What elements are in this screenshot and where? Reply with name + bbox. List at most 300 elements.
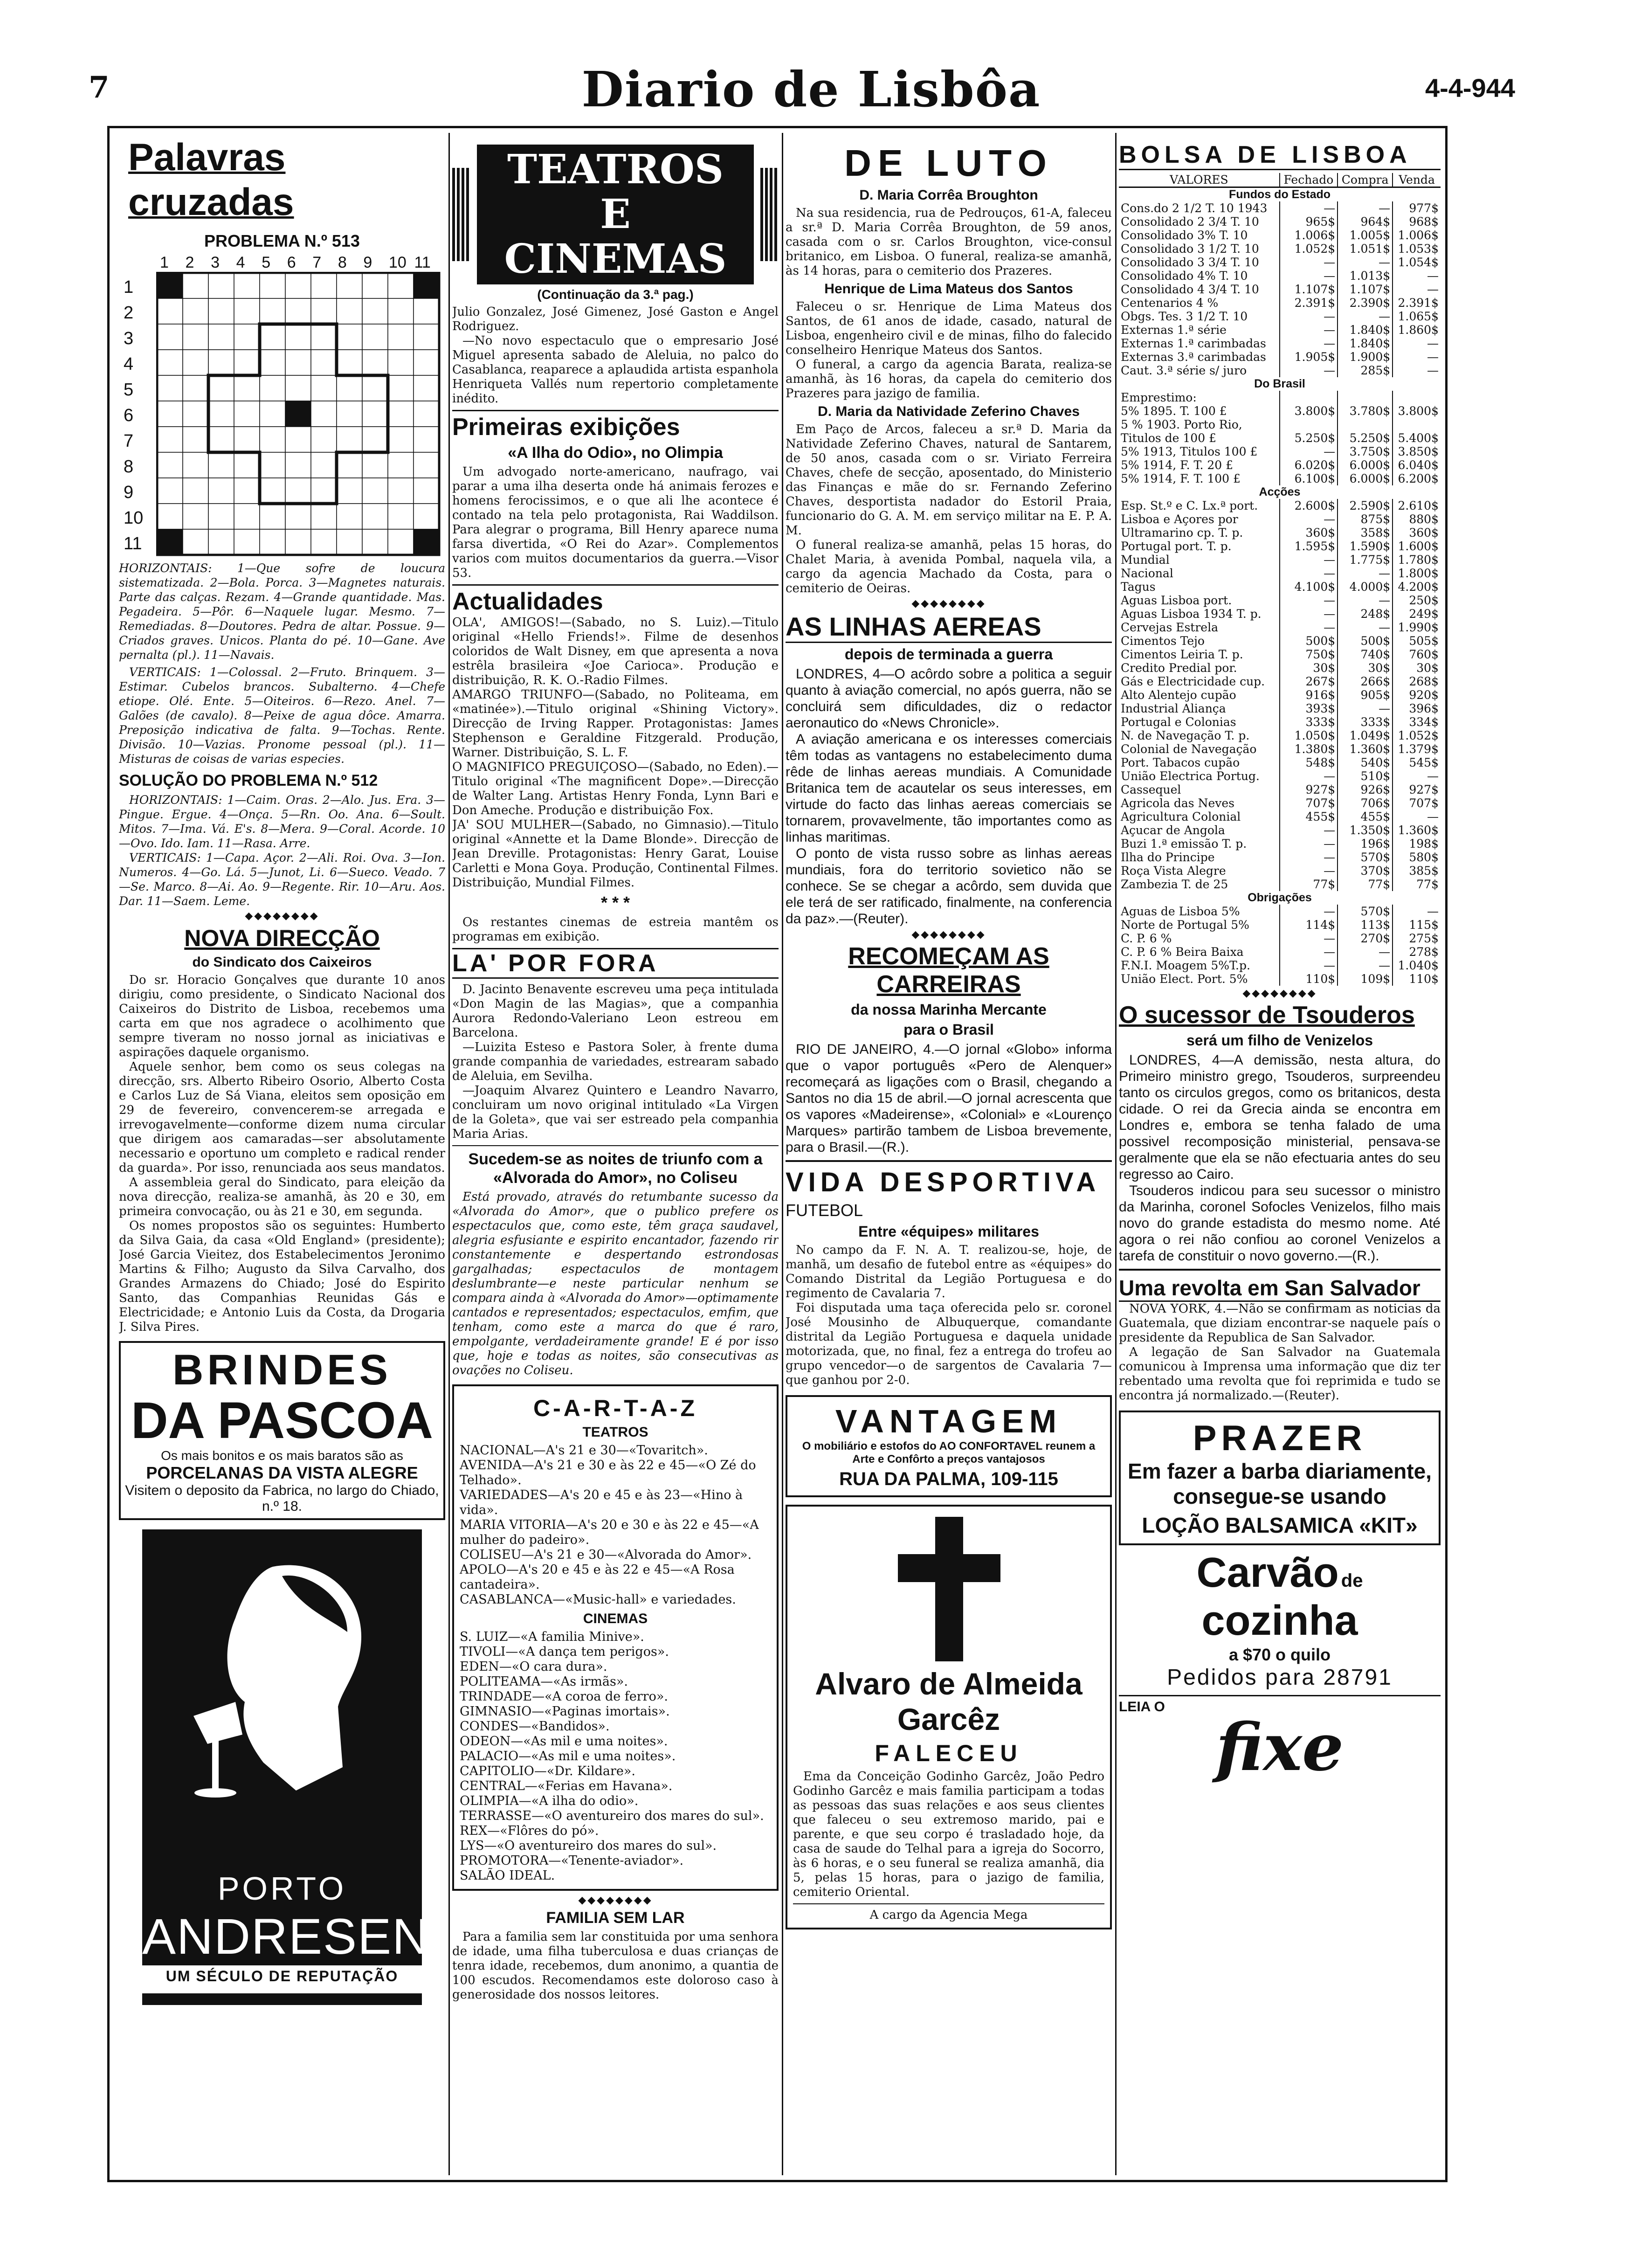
crossword-cell bbox=[362, 427, 388, 452]
bolsa-price: — bbox=[1338, 310, 1393, 323]
bolsa-row bbox=[1119, 215, 1441, 228]
bolsa-price: — bbox=[1280, 850, 1338, 864]
crossword-cell bbox=[285, 504, 311, 529]
crossword-cell bbox=[208, 427, 234, 452]
crossword-problem: PROBLEMA N.º 513 bbox=[204, 231, 360, 250]
bolsa-security-name: Cons.do 2 1/2 T. 10 1943 bbox=[1119, 201, 1280, 215]
tsouderos-p1: LONDRES, 4—A demissão, nesta altura, do Primeiro ministro grego, Tsouderos, surpreendeu tanto os circulos gregos, como os britanicos, desta cidade. O rei da Grecia ainda se encontra em Londres e, embora se tenha falado de uma possivel recomposição ministerial, pensava-se geralmente que ela se não efectuaria antes do seu regresso ao Cairo. bbox=[1119, 1052, 1441, 1182]
ilha-review: Um advogado norte-americano, naufrago, vai parar a uma ilha deserta onde há animais ferozes e homens ferocissimos, e o que ali lhe acontece é contado na tela pelo protagonista, Rai Waddilson. Para alegrar o programa, Bill Henry aparece numa farsa divertida, «O Rei do Azar». Complementos varios com muitos documentarios da guerra.—Visor 53. bbox=[452, 465, 779, 580]
bolsa-row bbox=[1119, 431, 1441, 445]
revolta-title: Uma revolta em San Salvador bbox=[1119, 1275, 1441, 1302]
bolsa-security-name: C. P. 6 % Beira Baixa bbox=[1119, 945, 1280, 959]
actualidades-entry: AMARGO TRIUNFO—(Sabado, no Politeama, em «matinée»).—Titulo original «Shining Victory». Direcção de Irving Rapper. Protagonistas: James Stephenson e Geraldine Fitzgerald. Produção, Warner. Distribuição, S. L. F. bbox=[452, 688, 779, 760]
separator-stars: * * * bbox=[600, 893, 630, 912]
cartaz-entry: AVENIDA—A's 21 e 30 e às 22 e 45—«O Zé do Telhado». bbox=[460, 1458, 756, 1487]
bolsa-price: — bbox=[1280, 932, 1338, 945]
bolsa-row bbox=[1119, 337, 1441, 350]
crossword-verticais: VERTICAIS: 1—Colossal. 2—Fruto. Brinquem. 3—Estimar. Cubelos brancos. Subalterno. 4—Chefe etiope. Olé. Ente. 5—Oiteiros. 6—Rezo. Anel. 7—Galões (de cavalo). 8—Peixe de agua dôce. Amarra. Preposição indicativa de falta. 9—Tochas. Rente. Divisão. 10—Vazias. Pronome pessoal (pl.). 11—Misturas de coisas de varias especies. bbox=[119, 665, 445, 766]
cartaz-entry: CENTRAL—«Ferias em Havana». bbox=[460, 1779, 673, 1793]
bolsa-price: 1.600$ bbox=[1398, 539, 1439, 553]
bolsa-price: — bbox=[1427, 283, 1439, 296]
bolsa-row bbox=[1119, 472, 1441, 485]
bolsa-row bbox=[1119, 499, 1441, 512]
col-number: 10 bbox=[388, 254, 407, 271]
bolsa-price: 2.390$ bbox=[1338, 296, 1393, 310]
bolsa-security-name: Buzi 1.ª emissão T. p. bbox=[1119, 837, 1280, 850]
bolsa-row bbox=[1119, 715, 1441, 729]
bolsa-price: 1.013$ bbox=[1338, 269, 1393, 283]
carvao-phone: Pedidos para 28791 bbox=[1167, 1665, 1393, 1690]
bolsa-price: 3.750$ bbox=[1338, 445, 1393, 458]
familia-title: FAMILIA SEM LAR bbox=[546, 1909, 685, 1927]
bolsa-price: 750$ bbox=[1280, 648, 1338, 661]
brindes-subheadline: DA PASCOA bbox=[131, 1392, 433, 1449]
crossword-cell bbox=[208, 298, 234, 324]
continuation-note: (Continuação da 3.ª pag.) bbox=[537, 287, 694, 302]
bolsa-price: 926$ bbox=[1338, 783, 1393, 796]
bolsa-security-name: Açucar de Angola bbox=[1119, 823, 1280, 837]
bolsa-price: 268$ bbox=[1409, 675, 1439, 688]
bolsa-price: 916$ bbox=[1280, 688, 1338, 702]
crossword-cell bbox=[157, 478, 183, 504]
crossword-cell bbox=[234, 504, 260, 529]
tsouderos-subtitle: será um filho de Venizelos bbox=[1186, 1032, 1373, 1049]
bolsa-price: 977$ bbox=[1409, 201, 1439, 215]
bolsa-price: 358$ bbox=[1338, 526, 1393, 539]
bolsa-security-name: Agricultura Colonial bbox=[1119, 810, 1280, 823]
bolsa-security-name: União Elect. Port. 5% bbox=[1119, 972, 1280, 986]
column-1 bbox=[119, 135, 445, 2168]
linhas-p2: A aviação americana e os interesses comerciais têm todas as vantagens no estabelecimento duma rêde de linhas aereas mundiais. A Comunidade Britanica tem de acautelar os seus interesses, em virtude do facto das linhas aereas comerciais se tornarem, provavelmente, tão importantes como as linhas maritimas. bbox=[786, 732, 1112, 845]
carvao-price: a $70 o quilo bbox=[1228, 1645, 1331, 1664]
crossword-black-cell bbox=[285, 401, 311, 427]
crossword-cell bbox=[260, 401, 285, 427]
bolsa-header: Fechado bbox=[1280, 173, 1338, 187]
porto-brand: ANDRESEN bbox=[142, 1908, 430, 1964]
bolsa-price: — bbox=[1280, 905, 1338, 918]
bolsa-row bbox=[1119, 621, 1441, 634]
bolsa-price bbox=[1393, 418, 1441, 431]
carvao-cozinha: cozinha bbox=[1201, 1597, 1358, 1644]
cartaz-entry: POLITEAMA—«As irmãs». bbox=[460, 1674, 628, 1689]
bolsa-row bbox=[1119, 296, 1441, 310]
cartaz-entry: SALÃO IDEAL. bbox=[460, 1868, 555, 1883]
bolsa-price: 4.000$ bbox=[1338, 580, 1393, 594]
crossword-cell bbox=[311, 529, 337, 555]
crossword-cell bbox=[183, 298, 208, 324]
bolsa-price: 570$ bbox=[1338, 905, 1393, 918]
bolsa-price: — bbox=[1427, 810, 1439, 823]
bolsa-price: 2.600$ bbox=[1280, 499, 1338, 512]
bolsa-price: 275$ bbox=[1409, 932, 1439, 945]
bolsa-price: 1.840$ bbox=[1338, 323, 1393, 337]
crossword-cell bbox=[157, 324, 183, 350]
bolsa-security-name: Esp. St.º e C. Lx.ª port. bbox=[1119, 499, 1280, 512]
crossword-cell bbox=[157, 375, 183, 401]
crossword-cell bbox=[183, 350, 208, 375]
crossword-cell bbox=[260, 273, 285, 298]
crossword-cell bbox=[260, 298, 285, 324]
bolsa-price: 333$ bbox=[1338, 715, 1393, 729]
bolsa-price: 1.107$ bbox=[1338, 283, 1393, 296]
crossword-cell bbox=[362, 529, 388, 555]
cartaz-teatros-list bbox=[460, 1443, 771, 1607]
bolsa-price: 540$ bbox=[1338, 756, 1393, 769]
bolsa-price: 760$ bbox=[1409, 648, 1439, 661]
crossword-cell bbox=[311, 375, 337, 401]
nova-direccao-p4: Os nomes propostos são os seguintes: Humberto da Silva Gaia, da casa «Old England» (presidente); José Garcia Vieitez, dos Estabelecimentos Jeronimo Martins & Filho; Augusto da Silva Carvalho, dos Grandes Armazens do Chiado; José do Espirito Santo, das Companhias Reunidas Gás e Electricidade; e Antonio Luis da Costa, da Drogaria J. Silva Pires. bbox=[119, 1219, 445, 1334]
bolsa-price: 1.107$ bbox=[1280, 283, 1338, 296]
obituary-faleceu: FALECEU bbox=[875, 1740, 1023, 1766]
bolsa-row bbox=[1119, 310, 1441, 323]
bolsa-price bbox=[1280, 391, 1338, 404]
bolsa-row bbox=[1119, 594, 1441, 607]
crossword-cell bbox=[183, 452, 208, 478]
teatros-header bbox=[452, 145, 779, 284]
sucedem-text: Está provado, através do retumbante sucesso da «Alvorada do Amor», que o publico prefere os espectaculos que, como este, têm graça saudavel, alegria esfusiante e espirito encantador, fazendo rir constantemente e despertando estrondosas gargalhadas; espectaculos de montagem deslumbrante—e neste particular nenhum se compara ainda à «Alvorada do Amor»—optimamente cantados e representados; espectaculos, emfim, que tenham, como este a marca do que é raro, empolgante, verdadeiramente grande! E é por isso que, hoje e todas as noites, são consecutivas as ovações no Coliseu. bbox=[452, 1190, 779, 1377]
cartaz-entry: TIVOLI—«A dança tem perigos». bbox=[460, 1645, 669, 1659]
crossword-cell bbox=[311, 324, 337, 350]
bolsa-row bbox=[1119, 823, 1441, 837]
crossword-cell bbox=[414, 401, 439, 427]
crossword-cell bbox=[362, 273, 388, 298]
bolsa-price: 1.051$ bbox=[1338, 242, 1393, 256]
obituary-agency: A cargo da Agencia Mega bbox=[869, 1908, 1028, 1922]
crossword-cell bbox=[311, 350, 337, 375]
bolsa-security-name: Caut. 3.ª série s/ juro bbox=[1119, 364, 1280, 377]
column-3 bbox=[786, 135, 1112, 2168]
bolsa-price: 248$ bbox=[1338, 607, 1393, 621]
bolsa-price: 548$ bbox=[1280, 756, 1338, 769]
bolsa-price: 455$ bbox=[1338, 810, 1393, 823]
bolsa-price: 927$ bbox=[1409, 783, 1439, 796]
bolsa-price: — bbox=[1280, 945, 1338, 959]
bolsa-row bbox=[1119, 350, 1441, 364]
crossword-cell bbox=[260, 478, 285, 504]
bolsa-price: 6.100$ bbox=[1280, 472, 1338, 485]
crossword-cell bbox=[337, 478, 362, 504]
bolsa-security-name: Zambezia T. de 25 bbox=[1119, 878, 1280, 891]
bolsa-price: 545$ bbox=[1409, 756, 1439, 769]
bolsa-row bbox=[1119, 878, 1441, 891]
nova-direccao-p3: A assembleia geral do Sindicato, para eleição da nova direcção, realiza-se amanhã, às 20 e 30, em primeira convocação, ou às 21 e 30, em segunda. bbox=[119, 1175, 445, 1218]
cartaz-cinemas-list bbox=[460, 1630, 771, 1883]
bolsa-header: Venda bbox=[1399, 173, 1435, 187]
separator-dots: ◆◆◆◆◆◆◆◆ bbox=[245, 910, 319, 922]
porto-label: PORTO bbox=[217, 1870, 347, 1907]
bolsa-row bbox=[1119, 837, 1441, 850]
bolsa-price: — bbox=[1427, 769, 1439, 783]
cartaz-teatros-heading: TEATROS bbox=[582, 1424, 648, 1440]
bolsa-security-name: Emprestimo: bbox=[1119, 391, 1280, 404]
cartaz-entry: TERRASSE—«O aventureiro dos mares do sul». bbox=[460, 1809, 764, 1823]
bolsa-row bbox=[1119, 796, 1441, 810]
prazer-text: Em fazer a barba diariamente, consegue-se usando bbox=[1128, 1459, 1432, 1508]
col-number: 3 bbox=[211, 254, 220, 271]
column-rule bbox=[448, 133, 450, 2175]
bolsa-price: 1.990$ bbox=[1398, 621, 1439, 634]
bolsa-price: 30$ bbox=[1338, 661, 1393, 675]
bolsa-price: 1.053$ bbox=[1398, 242, 1439, 256]
bolsa-row bbox=[1119, 688, 1441, 702]
col-number: 5 bbox=[262, 254, 271, 271]
bolsa-row bbox=[1119, 256, 1441, 269]
row-number: 11 bbox=[124, 534, 142, 553]
crossword-cell bbox=[183, 273, 208, 298]
crossword-cell bbox=[208, 504, 234, 529]
bolsa-row bbox=[1119, 675, 1441, 688]
bolsa-security-name: 5 % 1903. Porto Rio, bbox=[1119, 418, 1280, 431]
bolsa-price: 30$ bbox=[1280, 661, 1338, 675]
row-number: 4 bbox=[124, 354, 134, 374]
bolsa-price: 278$ bbox=[1409, 945, 1439, 959]
nova-direccao-p2: Aquele senhor, bem como os seus colegas na direcção, srs. Alberto Ribeiro Osorio, Alberto Costa e Carlos Luz de Sá Viana, eleitos sem oposição em 29 de fevereiro, convencerem-se arregada e irrevogavelmente—conforme dizem numa circular que dirigem aos camaradas—ser absolutamente necessario e oportuno um completo e radical render da guarda». Por isso, renunciada aos seus mandatos. bbox=[119, 1060, 445, 1175]
bolsa-row bbox=[1119, 458, 1441, 472]
teatros-title: TEATROS bbox=[507, 146, 724, 193]
crossword-cell bbox=[285, 478, 311, 504]
la-por-fora-heading: LA' POR FORA bbox=[452, 948, 779, 979]
col-number: 11 bbox=[414, 254, 431, 271]
bolsa-price: — bbox=[1280, 337, 1338, 350]
cartaz-entry: GIMNASIO—«Paginas imortais». bbox=[460, 1704, 670, 1719]
separator-dots: ◆◆◆◆◆◆◆◆ bbox=[911, 598, 986, 609]
bolsa-price: 1.860$ bbox=[1398, 323, 1439, 337]
row-number: 5 bbox=[124, 380, 134, 400]
crossword-cell bbox=[414, 375, 439, 401]
crossword-cell bbox=[362, 401, 388, 427]
bolsa-price bbox=[1338, 391, 1393, 404]
bolsa-row bbox=[1119, 539, 1441, 553]
bolsa-price: — bbox=[1280, 823, 1338, 837]
crossword-cell bbox=[234, 452, 260, 478]
bolsa-price: 1.360$ bbox=[1398, 823, 1439, 837]
prazer-product: LOÇÃO BALSAMICA «KIT» bbox=[1142, 1513, 1418, 1537]
crossword-cell bbox=[260, 504, 285, 529]
crossword-cell bbox=[285, 273, 311, 298]
header-bars bbox=[760, 168, 779, 261]
bolsa-price: — bbox=[1338, 959, 1393, 972]
bolsa-security-name: Alto Alentejo cupão bbox=[1119, 688, 1280, 702]
crossword-cell bbox=[285, 452, 311, 478]
bolsa-price: 1.379$ bbox=[1398, 742, 1439, 756]
crossword-grid bbox=[156, 272, 441, 556]
obituary-text: Ema da Conceição Godinho Garcêz, João Pedro Godinho Garcêz e mais familia participam a todas as pessoas das suas relações e aos seus clientes que faleceu o seu extremoso marido, pai e parente, e que seu corpo é trasladado hoje, da casa de saude do Telhal para a igreja do Socorro, às 6 horas, e o seu funeral se realiza amanhã, dia 5, pelas 15 horas, para o jazigo de familia, cemiterio Oriental. bbox=[793, 1770, 1104, 1899]
crossword-cell bbox=[362, 478, 388, 504]
bolsa-price: 707$ bbox=[1409, 796, 1439, 810]
crossword-cell bbox=[414, 350, 439, 375]
bolsa-price: — bbox=[1427, 364, 1439, 377]
bolsa-security-name: Consolidado 3 3/4 T. 10 bbox=[1119, 256, 1280, 269]
bolsa-price: 77$ bbox=[1338, 878, 1393, 891]
bolsa-row bbox=[1119, 756, 1441, 769]
bolsa-section-title: Fundos do Estado bbox=[1228, 188, 1331, 201]
linhas-p1: LONDRES, 4—O acôrdo sobre a politica a seguir quanto à aviação comercial, no após guerra, não se concluirá sem dificuldades, diz o redactor aeronautico do «News Chronicle». bbox=[786, 666, 1112, 731]
bolsa-security-name: N. de Navegação T. p. bbox=[1119, 729, 1280, 742]
bolsa-price: — bbox=[1427, 337, 1439, 350]
cartaz-title: C-A-R-T-A-Z bbox=[533, 1395, 697, 1421]
crossword-cell bbox=[337, 427, 362, 452]
bolsa-price: 1.905$ bbox=[1280, 350, 1338, 364]
crossword-cell bbox=[183, 401, 208, 427]
revolta-p1: NOVA YORK, 4.—Não se confirmam as noticias da Guatemala, que diziam encontrar-se naquele país o presidente da Republica de San Salvador. bbox=[1119, 1302, 1441, 1345]
crossword-cell bbox=[388, 401, 414, 427]
la-por-fora-p1: D. Jacinto Benavente escreveu uma peça intitulada «Don Magin de las Magias», que a companhia Aurora Redondo-Valeriano Leon estreou em Barcelona. bbox=[452, 982, 779, 1040]
bolsa-security-name: Consolidado 3% T. 10 bbox=[1119, 228, 1280, 242]
bolsa-row bbox=[1119, 418, 1441, 431]
bolsa-row bbox=[1119, 512, 1441, 526]
crossword-cell bbox=[388, 350, 414, 375]
bolsa-price: 196$ bbox=[1338, 837, 1393, 850]
bolsa-price: 920$ bbox=[1409, 688, 1439, 702]
crossword-cell bbox=[311, 401, 337, 427]
crossword-cell bbox=[285, 427, 311, 452]
linhas-p3: O ponto de vista russo sobre as linhas aereas mundiais, fora do territorio sovietico não se conhece. Se se chegar a acôrdo, sem duvida que ele terá de ser ratificado, finalmente, na conferencia da paz».—(Reuter). bbox=[786, 846, 1112, 927]
carvao-word: Carvão bbox=[1196, 1549, 1339, 1596]
crossword-cell bbox=[260, 375, 285, 401]
bolsa-row bbox=[1119, 972, 1441, 986]
bolsa-price: 5.250$ bbox=[1338, 431, 1393, 445]
cartaz-entry: MARIA VITORIA—A's 20 e 30 e às 22 e 45—«A mulher do padeiro». bbox=[460, 1518, 759, 1547]
crossword-cell bbox=[414, 478, 439, 504]
bolsa-price: — bbox=[1280, 959, 1338, 972]
row-number: 10 bbox=[124, 508, 144, 528]
bolsa-row bbox=[1119, 648, 1441, 661]
bolsa-section-title: Acções bbox=[1259, 485, 1301, 498]
bolsa-title: BOLSA DE LISBOA bbox=[1119, 141, 1441, 170]
bolsa-price: — bbox=[1280, 323, 1338, 337]
revolta-p2: A legação de San Salvador na Guatemala comunicou à Imprensa uma informação que diz ter rebentado uma revolta que foi reprimida e tudo se encontra já normalizado.—(Reuter). bbox=[1119, 1345, 1441, 1403]
bolsa-price: 455$ bbox=[1280, 810, 1338, 823]
bolsa-price: 880$ bbox=[1409, 512, 1439, 526]
bolsa-security-name: Cassequel bbox=[1119, 783, 1280, 796]
bolsa-price: 510$ bbox=[1338, 769, 1393, 783]
col-number: 1 bbox=[160, 254, 169, 271]
crossword-cell bbox=[285, 375, 311, 401]
bolsa-row bbox=[1119, 404, 1441, 418]
bolsa-price: 360$ bbox=[1280, 526, 1338, 539]
prazer-headline: PRAZER bbox=[1193, 1418, 1367, 1458]
bolsa-price: — bbox=[1280, 364, 1338, 377]
bolsa-row bbox=[1119, 783, 1441, 796]
bolsa-price: 570$ bbox=[1338, 850, 1393, 864]
bolsa-price: 113$ bbox=[1338, 918, 1393, 932]
bolsa-price: 2.391$ bbox=[1398, 296, 1439, 310]
bolsa-price: 1.006$ bbox=[1280, 228, 1338, 242]
bolsa-security-name: Agricola das Neves bbox=[1119, 796, 1280, 810]
bolsa-price: 1.065$ bbox=[1398, 310, 1439, 323]
bolsa-security-name: Externas 3.ª carimbadas bbox=[1119, 350, 1280, 364]
bolsa-header: Compra bbox=[1338, 173, 1393, 187]
bolsa-price: 927$ bbox=[1280, 783, 1338, 796]
bolsa-price: 740$ bbox=[1338, 648, 1393, 661]
actualidades-entry: OLA', AMIGOS!—(Sabado, no S. Luiz).—Titulo original «Hello Friends!». Filme de desenhos coloridos de Walt Disney, em que apresenta a nova estrêla brasileira «Joe Carioca». Produção e distribuição, R. K. O.-Radio Filmes. bbox=[452, 615, 779, 687]
crossword-cell bbox=[183, 324, 208, 350]
bolsa-price: — bbox=[1427, 269, 1439, 283]
bolsa-price: 505$ bbox=[1409, 634, 1439, 648]
page-number: 7 bbox=[89, 70, 110, 105]
crossword-cell bbox=[362, 452, 388, 478]
bolsa-row bbox=[1119, 918, 1441, 932]
recomecam-sub1: da nossa Marinha Mercante bbox=[851, 1001, 1047, 1018]
bolsa-row bbox=[1119, 283, 1441, 296]
brindes-headline: BRINDES bbox=[172, 1346, 392, 1394]
crossword-cell bbox=[234, 427, 260, 452]
bolsa-price: — bbox=[1338, 256, 1393, 269]
bolsa-price: 6.200$ bbox=[1398, 472, 1439, 485]
cartaz-entry: PALACIO—«As mil e uma noites». bbox=[460, 1749, 676, 1763]
col-number: 7 bbox=[312, 254, 322, 271]
crossword-cell bbox=[388, 478, 414, 504]
bolsa-price: 965$ bbox=[1280, 215, 1338, 228]
bolsa-security-name: União Electrica Portug. bbox=[1119, 769, 1280, 783]
cross-icon bbox=[793, 1512, 1104, 1666]
bolsa-price: 4.100$ bbox=[1280, 580, 1338, 594]
crossword-cell bbox=[183, 478, 208, 504]
bolsa-price: — bbox=[1280, 201, 1338, 215]
recomecam-title: RECOMEÇAM AS CARREIRAS bbox=[848, 943, 1049, 998]
bolsa-price: 1.840$ bbox=[1338, 337, 1393, 350]
header-bars bbox=[452, 168, 470, 261]
bolsa-price: 267$ bbox=[1280, 675, 1338, 688]
crossword-cell bbox=[311, 427, 337, 452]
bolsa-price: — bbox=[1280, 607, 1338, 621]
bolsa-price: 110$ bbox=[1280, 972, 1338, 986]
bolsa-table bbox=[1119, 173, 1441, 986]
bolsa-price: 334$ bbox=[1409, 715, 1439, 729]
crossword-cell bbox=[337, 401, 362, 427]
luto-name-2: Henrique de Lima Mateus dos Santos bbox=[824, 281, 1073, 297]
crossword-cell bbox=[208, 452, 234, 478]
bolsa-price: — bbox=[1338, 702, 1393, 715]
crossword-title: Palavras cruzadas bbox=[128, 136, 294, 223]
bolsa-price: — bbox=[1338, 594, 1393, 607]
crossword-cell bbox=[337, 504, 362, 529]
bolsa-price: 1.052$ bbox=[1280, 242, 1338, 256]
crossword-cell bbox=[388, 529, 414, 555]
crossword-cell bbox=[208, 273, 234, 298]
crossword-cell bbox=[260, 529, 285, 555]
bolsa-security-name: Centenarios 4 % bbox=[1119, 296, 1280, 310]
luto-p1: Na sua residencia, rua de Pedrouços, 61-A, faleceu a sr.ª D. Maria Corrêa Broughton, de 59 anos, casada com o sr. Carlos Broughton, vice-consul britanico, em Lisboa. O funeral, realiza-se amanhã, às 14 horas, para o cemiterio dos Prazeres. bbox=[786, 206, 1112, 278]
bolsa-row bbox=[1119, 769, 1441, 783]
bolsa-price: 1.350$ bbox=[1338, 823, 1393, 837]
bolsa-price: 964$ bbox=[1338, 215, 1393, 228]
bolsa-security-name: Obgs. Tes. 3 1/2 T. 10 bbox=[1119, 310, 1280, 323]
crossword-cell bbox=[260, 427, 285, 452]
crossword-cell bbox=[208, 350, 234, 375]
crossword-cell bbox=[337, 350, 362, 375]
bolsa-security-name: 5% 1914, F. T. 20 £ bbox=[1119, 458, 1280, 472]
bolsa-price: 500$ bbox=[1338, 634, 1393, 648]
obituary-notice bbox=[786, 1505, 1112, 1929]
bolsa-price: 1.800$ bbox=[1398, 567, 1439, 580]
bolsa-security-name: Credito Predial por. bbox=[1119, 661, 1280, 675]
cartaz-entry: S. LUIZ—«A familia Minive». bbox=[460, 1630, 644, 1644]
vida-subtitle: Entre «équipes» militares bbox=[858, 1223, 1039, 1240]
bolsa-row bbox=[1119, 634, 1441, 648]
bolsa-row bbox=[1119, 959, 1441, 972]
crossword-cell bbox=[285, 298, 311, 324]
linhas-subtitle: depois de terminada a guerra bbox=[844, 646, 1053, 663]
cartaz-entry: VARIEDADES—A's 20 e 45 e às 23—«Hino à vida». bbox=[460, 1488, 743, 1517]
bolsa-price: 2.590$ bbox=[1338, 499, 1393, 512]
crossword-black-cell bbox=[414, 273, 439, 298]
bolsa-price: 270$ bbox=[1338, 932, 1393, 945]
bolsa-row bbox=[1119, 391, 1441, 404]
bolsa-security-name: 5% 1895. T. 100 £ bbox=[1119, 404, 1280, 418]
bolsa-price: — bbox=[1338, 945, 1393, 959]
crossword-cell bbox=[183, 504, 208, 529]
